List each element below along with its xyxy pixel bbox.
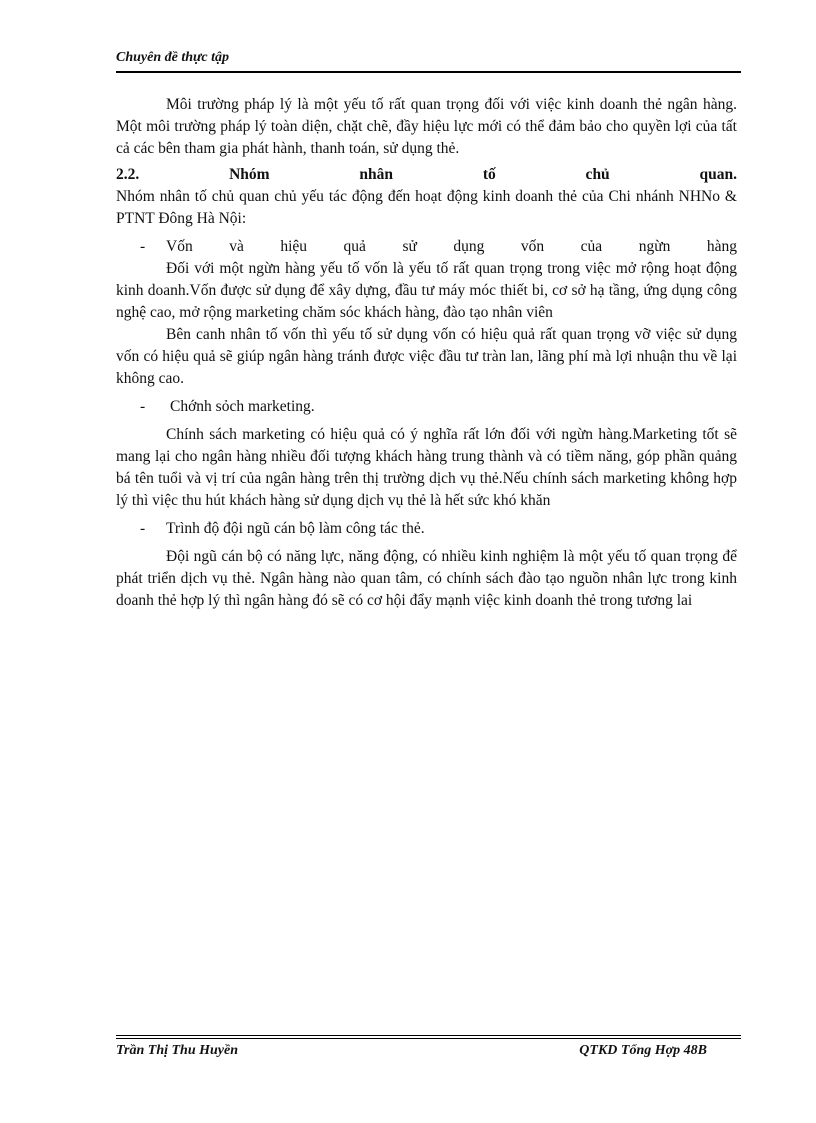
footer-author: Trần Thị Thu Huyền	[116, 1043, 239, 1058]
bullet-dash: -	[140, 238, 146, 255]
paragraph-capital: Đối với một ngừn hàng yếu tố vốn là yếu tố rất quan trọng trong việc mở rộng hoạt động kinh doanh.Vốn được sử dụng để xây dựng, đầu tư máy móc thiết bi, cơ sở hạ tầng, ứng dụng công nghệ cao, mở rộng marketing chăm sóc khách hàng, đào tạo nhân viên	[116, 260, 737, 321]
footer-class: QTKD Tổng Hợp 48B	[579, 1043, 707, 1058]
document-body	[116, 94, 737, 612]
bullet-dash: -	[140, 520, 146, 537]
header-rule	[116, 71, 741, 73]
paragraph-marketing: Chính sách marketing có hiệu quả có ý nghĩa rất lớn đối với ngừn hàng.Marketing tốt sẽ mang lại cho ngân hàng nhiều đối tượng khách hàng trung thành và có tiềm năng, góp phần quảng bá tên tuổi và vị trí của ngân hàng trên thị trường dịch vụ thẻ.Nếu chính sách marketing không hợp lý thì việc thu hút khách hàng sử dụng dịch vụ thẻ là hết sức khó khăn	[116, 426, 737, 509]
bullet-item-capital	[116, 236, 737, 258]
bullet-item-marketing	[116, 396, 737, 418]
bullet-text: Trình độ đội ngũ cán bộ làm công tác thẻ.	[166, 520, 425, 537]
bullet-item-staff	[116, 518, 737, 540]
header-title: Chuyên đề thực tập	[116, 50, 230, 65]
footer-rule	[116, 1038, 741, 1039]
section-heading: 2.2. Nhóm nhân tố chủ quan.	[116, 166, 737, 183]
paragraph-capital-efficiency: Bên canh nhân tố vốn thì yếu tố sử dụng vốn có hiệu quả rất quan trọng vỡ việc sử dụng vốn có hiệu quả sẽ giúp ngân hàng tránh được việc đầu tư tràn lan, lãng phí mà lợi nhuận thu về lại không cao.	[116, 326, 737, 387]
paragraph-intro: Nhóm nhân tố chủ quan chủ yếu tác động đến hoạt động kinh doanh thẻ của Chi nhánh NHNo & PTNT Đông Hà Nội:	[116, 188, 737, 227]
footer-rule	[116, 1035, 741, 1036]
page-header	[116, 48, 741, 68]
bullet-text: Vốn và hiệu quả sử dụng vốn của ngừn hàng	[166, 238, 737, 255]
bullet-text: Chớnh sỏch marketing.	[170, 398, 315, 415]
paragraph-staff: Đội ngũ cán bộ có năng lực, năng động, có nhiều kinh nghiệm là một yếu tố quan trọng để phát triển dịch vụ thẻ. Ngân hàng nào quan tâm, có chính sách đào tạo nguồn nhân lực trong kinh doanh thẻ hợp lý thì ngân hàng đó sẽ có cơ hội đẩy mạnh việc kinh doanh thẻ trong tương lai	[116, 548, 737, 609]
bullet-dash: -	[140, 398, 146, 415]
paragraph-legal-environment: Môi trường pháp lý là một yếu tố rất quan trọng đối với việc kinh doanh thẻ ngân hàng. Một môi trường pháp lý toàn diện, chặt chẽ, đầy hiệu lực mới có thể đảm bảo cho quyền lợi của tất cả các bên tham gia phát hành, thanh toán, sử dụng thẻ.	[116, 96, 737, 157]
